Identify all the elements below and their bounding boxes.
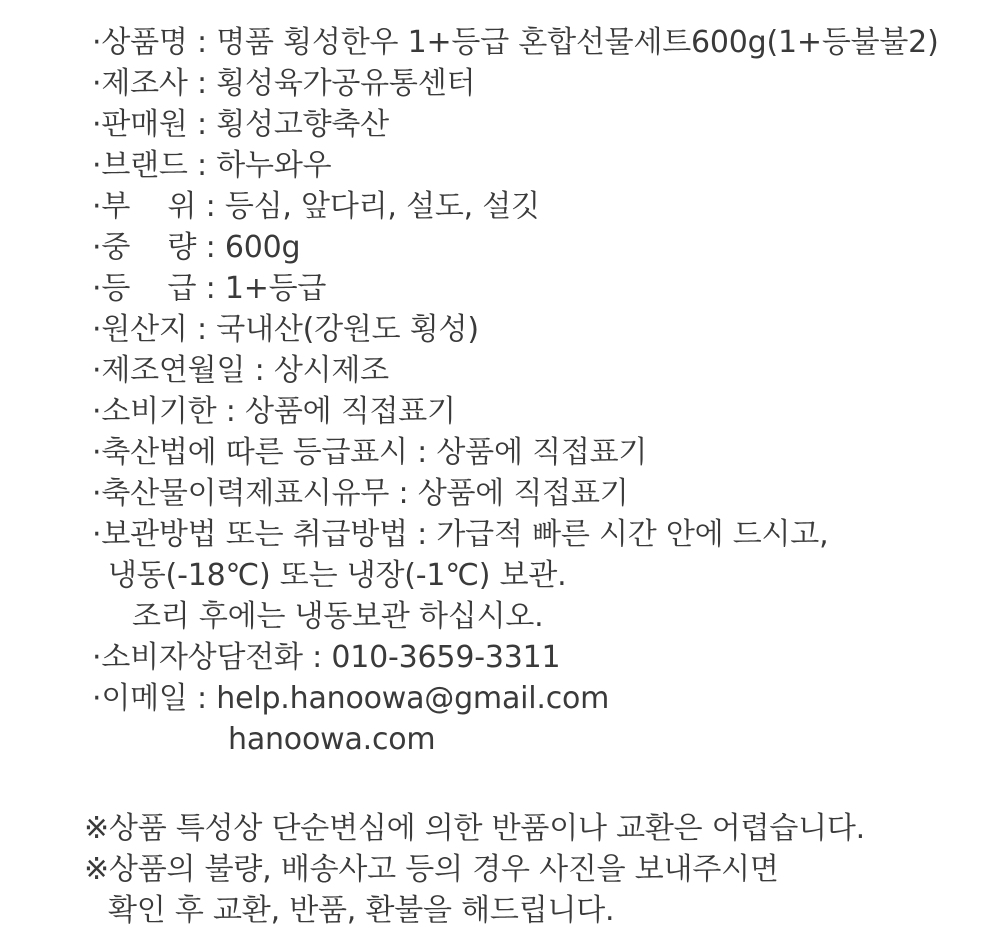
product-info-line: ·제조사 : 횡성육가공유통센터 xyxy=(92,66,476,101)
product-info-line: ·축산법에 따른 등급표시 : 상품에 직접표기 xyxy=(92,435,648,470)
product-info-line: ·제조연월일 : 상시제조 xyxy=(92,353,389,388)
product-info-line: ·보관방법 또는 취급방법 : 가급적 빠른 시간 안에 드시고, xyxy=(92,517,829,552)
product-info-line: ·판매원 : 횡성고향축산 xyxy=(92,107,389,142)
product-info-line: ·중 량 : 600g xyxy=(92,230,301,265)
product-info-line: hanoowa.com xyxy=(228,722,436,757)
notice-line: ※상품의 불량, 배송사고 등의 경우 사진을 보내주시면 xyxy=(84,852,779,887)
product-info-line: ·소비자상담전화 : 010-3659-3311 xyxy=(92,640,561,675)
notice-line: 확인 후 교환, 반품, 환불을 해드립니다. xyxy=(108,893,615,928)
product-info-list xyxy=(0,22,1000,760)
notice-line: ※상품 특성상 단순변심에 의한 반품이나 교환은 어렵습니다. xyxy=(84,811,866,846)
product-info-line: ·축산물이력제표시유무 : 상품에 직접표기 xyxy=(92,476,629,511)
product-info-line: ·원산지 : 국내산(강원도 횡성) xyxy=(92,312,479,347)
product-info-line: 냉동(-18℃) 또는 냉장(-1℃) 보관. xyxy=(108,558,567,593)
product-info-line: ·이메일 : help.hanoowa@gmail.com xyxy=(92,681,610,716)
product-info-line: 조리 후에는 냉동보관 하십시오. xyxy=(132,599,544,634)
product-info-line: ·상품명 : 명품 횡성한우 1+등급 혼합선물세트600g(1+등불불2) xyxy=(92,25,939,60)
notice-block xyxy=(0,808,1000,931)
product-info-line: ·부 위 : 등심, 앞다리, 설도, 설깃 xyxy=(92,189,540,224)
product-info-line: ·등 급 : 1+등급 xyxy=(92,271,327,306)
product-info-line: ·소비기한 : 상품에 직접표기 xyxy=(92,394,456,429)
product-info-line: ·브랜드 : 하누와우 xyxy=(92,148,332,183)
